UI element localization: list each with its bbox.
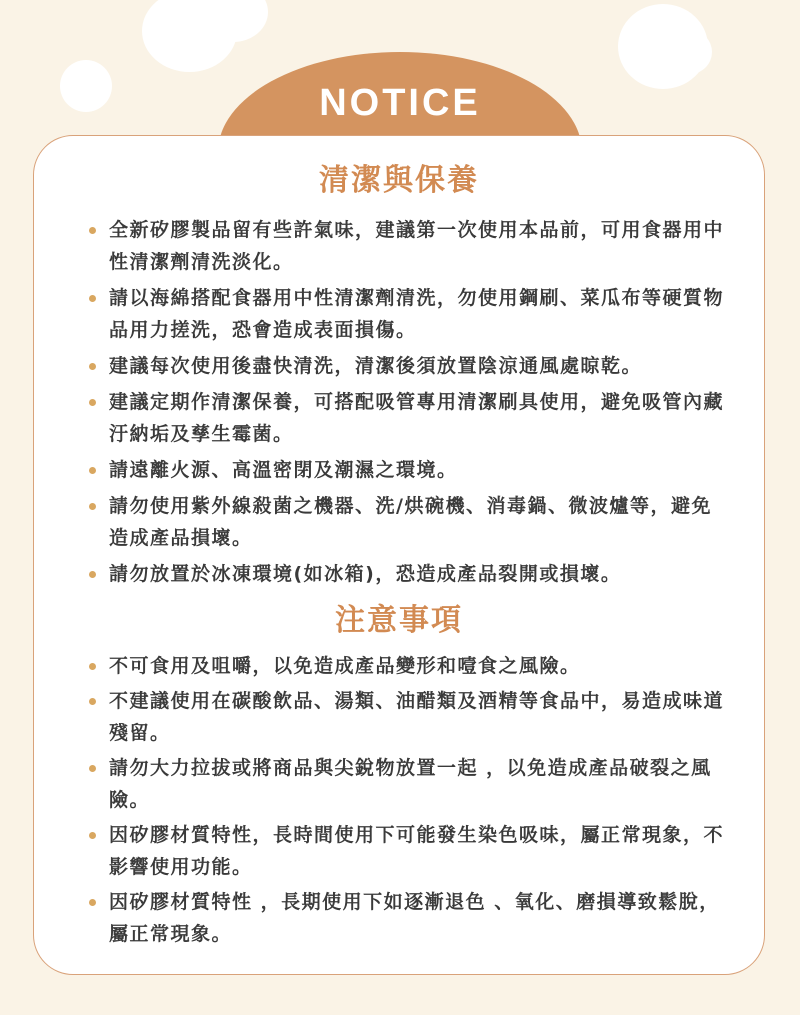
bullet-dot-icon: [89, 295, 96, 302]
bullet-dot-icon: [89, 832, 96, 839]
bullet-dot-icon: [89, 467, 96, 474]
care-list: [89, 214, 729, 594]
list-item: 請勿大力拉拔或將商品與尖銳物放置一起 ，以免造成產品破裂之風險。: [89, 752, 729, 816]
bullet-dot-icon: [89, 663, 96, 670]
bullet-dot-icon: [89, 571, 96, 578]
list-item: 建議每次使用後盡快清洗，清潔後須放置陰涼通風處晾乾。: [89, 350, 729, 382]
list-item: 請勿使用紫外線殺菌之機器、洗/烘碗機、消毒鍋、微波爐等，避免造成產品損壞。: [89, 490, 729, 554]
list-item: 因矽膠材質特性，長時間使用下可能發生染色吸味，屬正常現象，不影響使用功能。: [89, 819, 729, 883]
list-item: 不可食用及咀嚼，以免造成產品變形和噎食之風險。: [89, 650, 729, 682]
notice-card: [33, 135, 765, 975]
notes-list: [89, 650, 729, 953]
bullet-dot-icon: [89, 765, 96, 772]
bullet-dot-icon: [89, 698, 96, 705]
list-item: 建議定期作清潔保養，可搭配吸管專用清潔刷具使用，避免吸管內藏汙納垢及孳生霉菌。: [89, 386, 729, 450]
list-item: 全新矽膠製品留有些許氣味，建議第一次使用本品前，可用食器用中性清潔劑清洗淡化。: [89, 214, 729, 278]
bullet-dot-icon: [89, 399, 96, 406]
bullet-dot-icon: [89, 899, 96, 906]
list-item: 請遠離火源、高溫密閉及潮濕之環境。: [89, 454, 729, 486]
cloud-decoration: [60, 60, 112, 112]
bullet-dot-icon: [89, 363, 96, 370]
list-item: 因矽膠材質特性 ，長期使用下如逐漸退色 、氧化、磨損導致鬆脫，屬正常現象。: [89, 886, 729, 950]
care-section-title: 清潔與保養: [319, 163, 479, 198]
list-item: 不建議使用在碳酸飲品、湯類、油醋類及酒精等食品中，易造成味道殘留。: [89, 685, 729, 749]
cloud-decoration: [668, 30, 712, 74]
list-item: 請以海綿搭配食器用中性清潔劑清洗，勿使用鋼刷、菜瓜布等硬質物品用力搓洗，恐會造成表面損傷。: [89, 282, 729, 346]
notice-label: NOTICE: [319, 82, 481, 124]
notes-section-title: 注意事項: [335, 603, 463, 638]
bullet-dot-icon: [89, 503, 96, 510]
bullet-dot-icon: [89, 227, 96, 234]
list-item: 請勿放置於冰凍環境(如冰箱)，恐造成產品裂開或損壞。: [89, 558, 729, 590]
